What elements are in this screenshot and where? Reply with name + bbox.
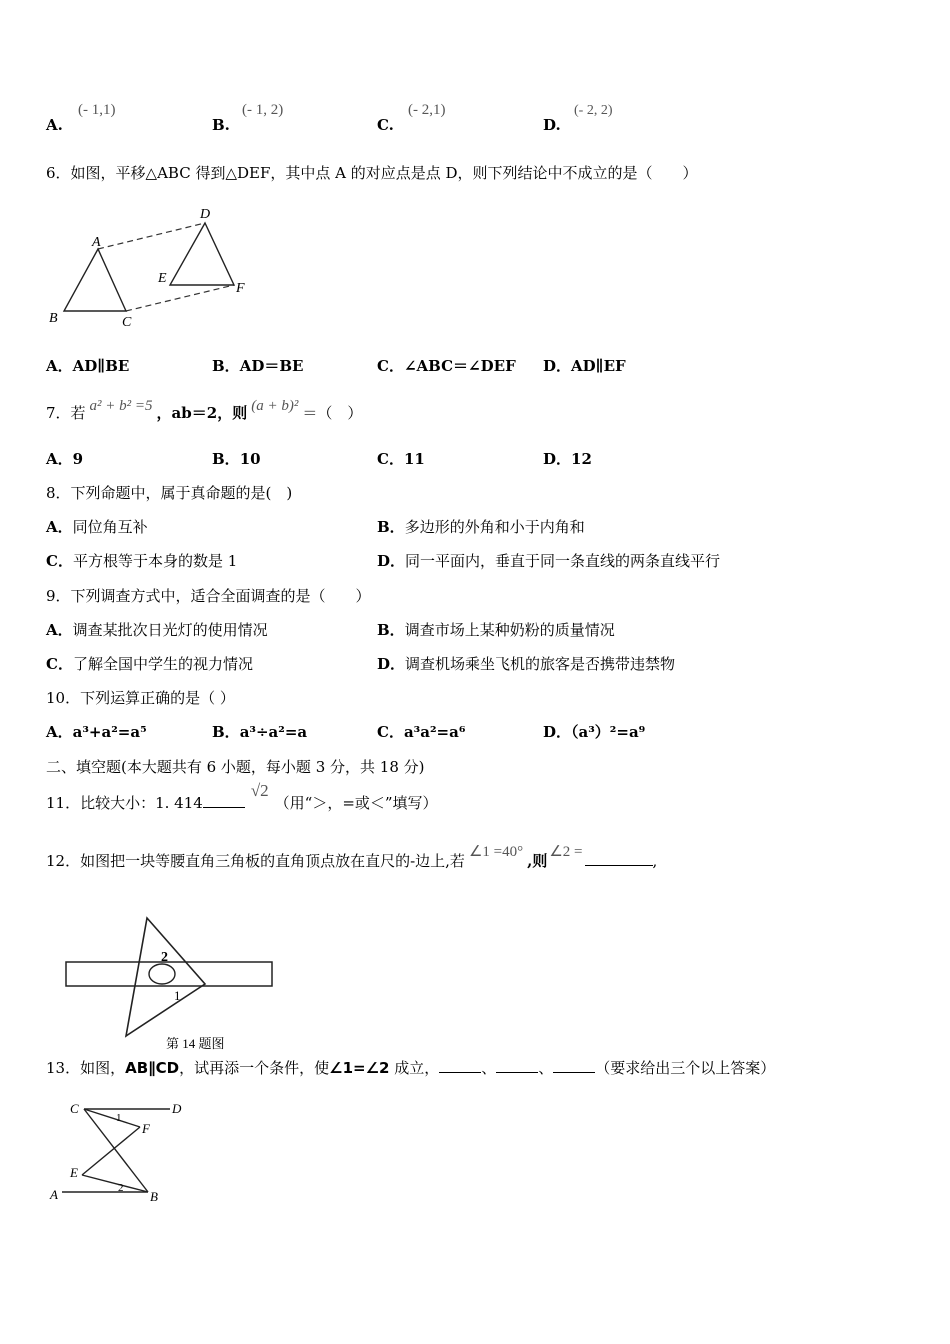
q9-stem: 9．下列调查方式中，适合全面调查的是（ ） [46,587,371,605]
option-text: AD＝BE [239,357,304,375]
q5-option-c-value: (- 2,1) [408,102,446,118]
option-label: A． [46,723,73,741]
q10-option-b [212,721,307,742]
q9-option-a [46,619,268,640]
point-f-label: F [142,1121,150,1136]
point-c-label: C [122,315,132,330]
option-text: 同位角互补 [72,518,148,536]
q13-sep: 、 [481,1059,497,1077]
option-label: C． [46,655,73,673]
point-d-label: D [172,1101,182,1116]
option-text: a³+a²=a⁵ [72,723,147,741]
angle-2-label: 2 [161,950,168,965]
option-label: B． [377,518,405,536]
option-text: （a³）²=a⁹ [571,723,646,741]
q5-option-c [377,116,394,134]
q6-stem: 6．如图，平移△ABC 得到△DEF，其中点 A 的对应点是点 D，则下列结论中不成立的是（ ） [46,164,698,182]
q5-option-b [212,116,230,134]
option-text: 同一平面内，垂直于同一条直线的两条直线平行 [405,552,721,570]
option-text: 12 [571,450,592,468]
q5-option-d-value: (- 2, 2) [574,103,613,118]
q7-expr1: a² + b² =5 [89,398,153,414]
q12-answer-blank[interactable] [585,853,653,866]
q13-after: 成立， [389,1059,440,1077]
q12-suffix: , [652,852,658,870]
segment-cf [126,285,234,311]
q7-option-d [543,448,592,469]
q13-stem [46,1057,775,1078]
option-text: 11 [403,450,425,468]
q6-option-d [543,355,626,376]
option-label: A． [46,357,73,375]
option-text: ∠ABC＝∠DEF [403,357,516,375]
option-label: C． [377,723,404,741]
q7-suffix: ＝（ ） [302,404,363,422]
q10-option-a [46,721,147,742]
option-text: a³a²=a⁶ [403,723,466,741]
figure-caption: 第 14 题图 [166,1036,225,1051]
q13-answer-blank-2[interactable] [496,1060,538,1073]
q5-option-a-value: (- 1,1) [78,102,116,118]
q12-stem [46,840,658,870]
option-text: 调查机场乘坐飞机的旅客是否携带违禁物 [405,655,676,673]
option-label: D． [543,357,572,375]
option-label: A． [46,518,73,536]
q13-prefix: 13．如图， [46,1059,126,1077]
q13-sep: 、 [538,1059,554,1077]
point-e-label: E [70,1165,78,1180]
point-a-label: A [92,235,101,250]
option-text: 平方根等于本身的数是 1 [72,552,238,570]
q13-answer-blank-3[interactable] [553,1060,595,1073]
point-e-label: E [158,271,167,286]
triangle-def [170,223,234,285]
option-text: 了解全国中学生的视力情况 [72,655,253,673]
q7-middle: ，ab＝2，则 [156,404,248,422]
section2-title: 二、填空题(本大题共有 6 小题，每小题 3 分，共 18 分) [46,758,425,776]
segment-c-f [84,1109,140,1127]
option-label: A. [46,116,63,134]
q6-option-b [212,355,303,376]
option-label: B． [377,621,405,639]
q7-option-b [212,448,261,469]
point-c-label: C [70,1101,79,1116]
point-b-label: B [49,311,58,326]
option-label: D. [543,116,561,134]
q12-expr1: ∠1 =40° [468,844,524,860]
option-text: AD∥EF [571,357,626,375]
q8-option-a [46,516,148,537]
q8-option-b [377,516,585,537]
q7-option-c [377,448,425,469]
q12-prefix: 12．如图把一块等腰直角三角板的直角顶点放在直尺的-边上,若 [46,852,465,870]
set-square [126,918,205,1036]
option-label: D． [377,655,406,673]
option-label: D． [543,450,572,468]
option-label: A． [46,621,73,639]
option-label: D． [543,723,572,741]
q12-figure [60,910,280,1051]
q8-option-d [377,550,720,571]
q6-option-c [377,355,516,376]
q6-option-a [46,355,129,376]
segment-f-e [82,1127,140,1175]
option-label: A． [46,450,73,468]
q5-option-d [543,116,561,134]
option-text: 调查某批次日光灯的使用情况 [72,621,268,639]
q13-given: AB∥CD [125,1059,180,1077]
angle-1-label: 1 [116,1112,122,1124]
q11-radical: √2 [250,781,269,800]
q10-stem: 10．下列运算正确的是（ ） [46,689,235,707]
q12-expr2: ∠2 = [549,844,583,860]
option-text: AD∥BE [72,357,130,375]
point-b-label: B [150,1189,158,1204]
q9-option-c [46,653,253,674]
point-d-label: D [200,207,211,222]
segment-ad [98,223,205,249]
segment-e-b [82,1175,148,1192]
option-label: C． [377,450,404,468]
option-label: D． [377,552,406,570]
angle-2-label: 2 [118,1182,124,1194]
q9-option-d [377,653,675,674]
q7-prefix: 7．若 [46,404,86,422]
q7-stem [46,394,363,422]
q10-option-d [543,721,645,742]
option-label: C. [377,116,394,134]
q5-option-b-value: (- 1, 2) [242,102,284,118]
q5-option-a [46,116,63,134]
q9-option-b [377,619,615,640]
option-text: a³÷a²=a [239,723,308,741]
q11-answer-blank[interactable] [203,795,245,808]
option-label: C． [377,357,404,375]
q13-condition: ∠1=∠2 [329,1059,390,1077]
q13-answer-blank-1[interactable] [439,1060,481,1073]
q11-stem [46,780,438,812]
option-label: C． [46,552,73,570]
point-a-label: A [50,1187,58,1202]
q11-suffix: （用“＞，=或＜”填写） [274,794,438,812]
q7-expr2: (a + b)² [251,398,299,414]
q12-middle: ,则 [527,852,548,870]
q13-middle: ，试再添一个条件，使 [179,1059,330,1077]
option-text: 9 [72,450,84,468]
q8-stem: 8．下列命题中，属于真命题的是( ) [46,484,293,502]
option-text: 多边形的外角和小于内角和 [404,518,585,536]
option-text: 调查市场上某种奶粉的质量情况 [404,621,615,639]
q13-suffix: （要求给出三个以上答案） [595,1059,776,1077]
option-label: B． [212,723,240,741]
triangle-abc [64,249,126,311]
option-label: B． [212,450,240,468]
point-f-label: F [236,281,245,296]
q10-option-c [377,721,465,742]
option-text: 10 [239,450,261,468]
set-square-hole [149,964,175,984]
q6-figure [44,200,264,335]
q11-prefix: 11．比较大小：1. 414 [46,794,203,812]
option-label: B． [212,357,240,375]
q7-option-a [46,448,83,469]
q8-option-c [46,550,237,571]
option-label: B. [212,116,230,134]
angle-1-label: 1 [174,988,181,1003]
q13-figure [46,1095,196,1210]
